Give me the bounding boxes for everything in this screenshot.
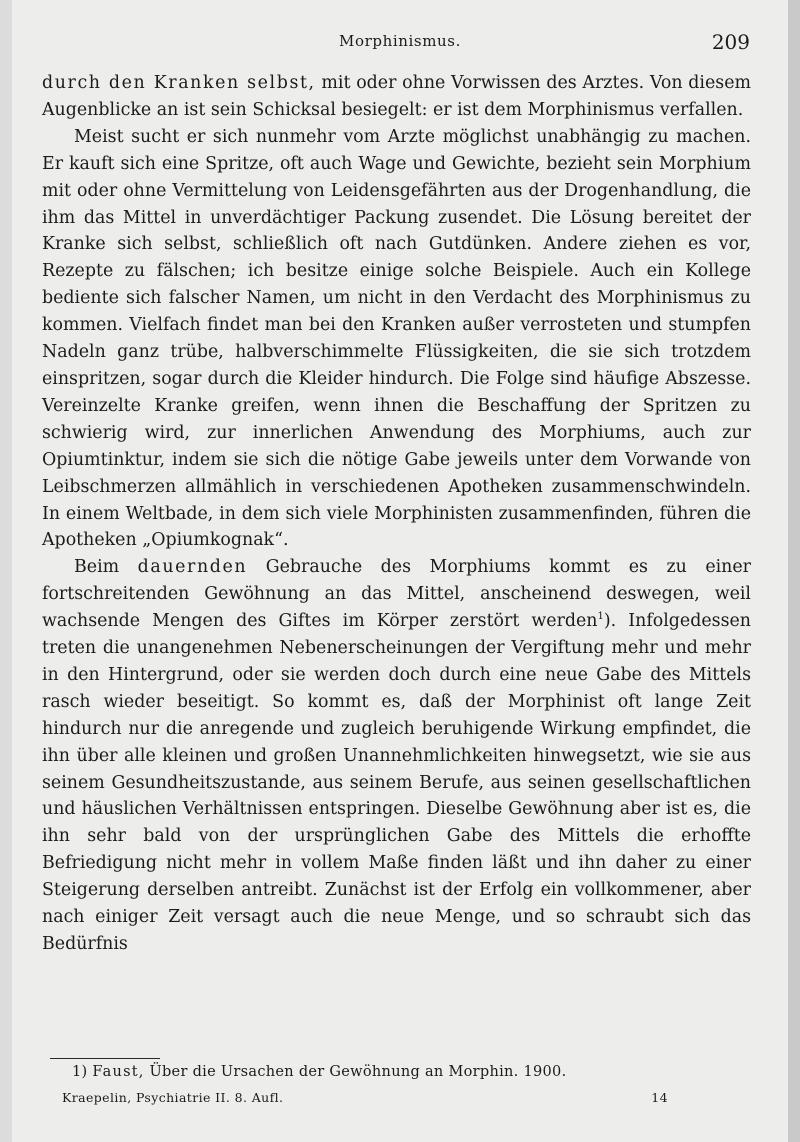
paragraph-text: mit oder ohne Vorwissen des Arztes. Von diesem Augenblicke an ist sein Schicksal besiegelt: er ist dem Morphinismus verfallen. xyxy=(42,73,751,120)
paragraph-1 xyxy=(42,70,751,124)
footnote-marker: 1) xyxy=(72,1064,88,1080)
signature-number: 14 xyxy=(651,1090,668,1105)
book-page xyxy=(12,0,788,1142)
paragraph-text: ). Infolgedessen treten die unangenehmen Nebenerscheinungen der Vergiftung mehr und mehr in den Hintergrund, oder sie werden doch durch eine neue Gabe des Mittels rasch wieder beseitigt. So kommt es, daß der Morphinist oft lange Zeit hindurch nur die anregende und zugleich beruhigende Wirkung empfindet, die ihn über alle kleinen und großen Unannehmlichkeiten hinwegsetzt, wie sie aus seinem Gesundheitszustande, aus seinem Berufe, aus seinen gesellschaftlichen und häuslichen Verhältnissen entspringen. Dieselbe Gewöhnung aber ist es, die ihn sehr bald von der ursprünglichen Gabe des Mittels die erhoffte Befriedigung nicht mehr in vollem Maße finden läßt und ihn daher zu einer Steigerung derselben antreibt. Zunächst ist der Erfolg ein vollkommener, aber nach einiger Zeit versagt auch die neue Menge, und so schraubt sich das Bedürfnis xyxy=(42,611,751,954)
printer-signature xyxy=(62,1090,668,1105)
running-title: Morphinismus. xyxy=(339,32,461,50)
signature-title: Kraepelin, Psychiatrie II. 8. Aufl. xyxy=(62,1090,284,1105)
footnote-reference: 1 xyxy=(597,611,604,623)
paragraph-3 xyxy=(42,554,751,958)
running-head xyxy=(12,30,788,56)
footnote-rule xyxy=(50,1058,160,1059)
footnote-text: Über die Ursachen der Gewöhnung an Morphin. 1900. xyxy=(144,1064,567,1080)
footnote-author: Faust, xyxy=(92,1064,145,1080)
body-text xyxy=(42,70,751,958)
paragraph-text: Gebrauche des Morphiums kommt es zu einer fortschreitenden Gewöhnung an das Mittel, anscheinend deswegen, weil wachsende Mengen des Giftes im Körper zerstört werden xyxy=(42,557,751,632)
paragraph-text: Beim xyxy=(74,557,138,578)
spaced-emphasis: dauernden xyxy=(137,557,248,578)
footnote xyxy=(72,1064,567,1080)
paragraph-2: Meist sucht er sich nunmehr vom Arzte möglichst unabhängig zu machen. Er kauft sich eine Spritze, oft auch Wage und Gewichte, bezieht sein Morphium mit oder ohne Vermittelung von Leidensgefährten aus der Drogenhandlung, die ihm das Mittel in unverdächtiger Packung zusendet. Die Lösung bereitet der Kranke sich selbst, schließlich oft nach Gutdünken. Andere ziehen es vor, Rezepte zu fälschen; ich besitze einige solche Beispiele. Auch ein Kollege bediente sich falscher Namen, um nicht in den Verdacht des Morphinismus zu kommen. Vielfach findet man bei den Kranken außer verrosteten und stumpfen Nadeln ganz trübe, halbverschimmelte Flüssigkeiten, die sie sich trotzdem einspritzen, sogar durch die Kleider hindurch. Die Folge sind häufige Abszesse. Vereinzelte Kranke greifen, wenn ihnen die Beschaffung der Spritzen zu schwierig wird, zur innerlichen Anwendung des Morphiums, auch zur Opiumtinktur, indem sie sich die nötige Gabe jeweils unter dem Vorwande von Leibschmerzen allmählich in verschiedenen Apotheken zusammenschwindeln. In einem Weltbade, in dem sich viele Morphinisten zusammenfinden, führen die Apotheken „Opiumkognak“. xyxy=(42,126,751,551)
spaced-emphasis: durch den Kranken selbst, xyxy=(42,73,316,93)
page-number: 209 xyxy=(711,30,750,54)
